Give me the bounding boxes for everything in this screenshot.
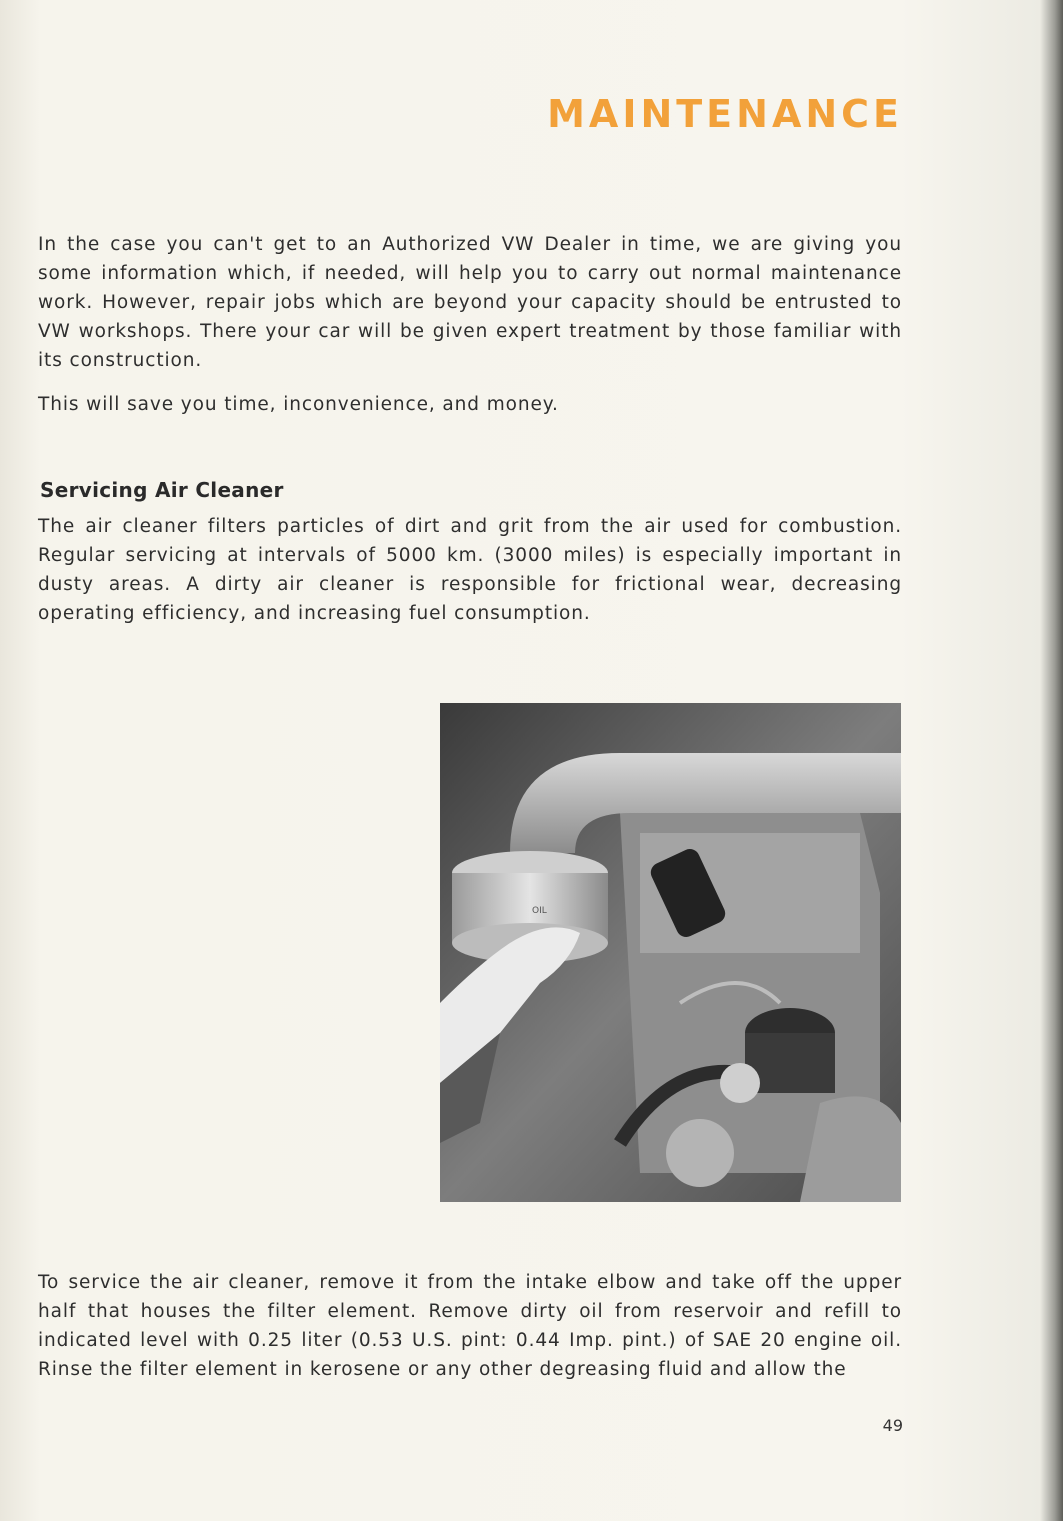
section-heading: Servicing Air Cleaner [40,478,284,502]
intro-note: This will save you time, inconvenience, and money. [38,394,559,415]
engine-air-cleaner-photo [440,703,901,1202]
photo-label-oil: OIL [532,906,547,916]
section-continued: To service the air cleaner, remove it from the intake elbow and take off the upper half that houses the filter element. Remove dirty oil from reservoir and refill to indicated level with 0.25 liter (0.53 U.S. pint: 0.44 Imp. pint.) of SAE 20 engine oil. Rinse the filter element in kerosene or any other degreasing fluid and allow the [38,1272,902,1380]
intro-paragraph: In the case you can't get to an Authorized VW Dealer in time, we are giving you some information which, if needed, will help you to carry out normal maintenance work. However, repair jobs which are beyond your capacity should be entrusted to VW workshops. There your car will be given expert treatment by those familiar with its construction. [38,234,902,371]
page-title: MAINTENANCE [547,92,903,136]
page-number: 49 [882,1416,903,1435]
section-body: The air cleaner filters particles of dirt and grit from the air used for combustion. Regular servicing at intervals of 5000 km. (3000 miles) is especially important in dusty areas. A dirty air cleaner is responsible for frictional wear, decreasing operating efficiency, and increasing fuel consumption. [38,516,902,624]
